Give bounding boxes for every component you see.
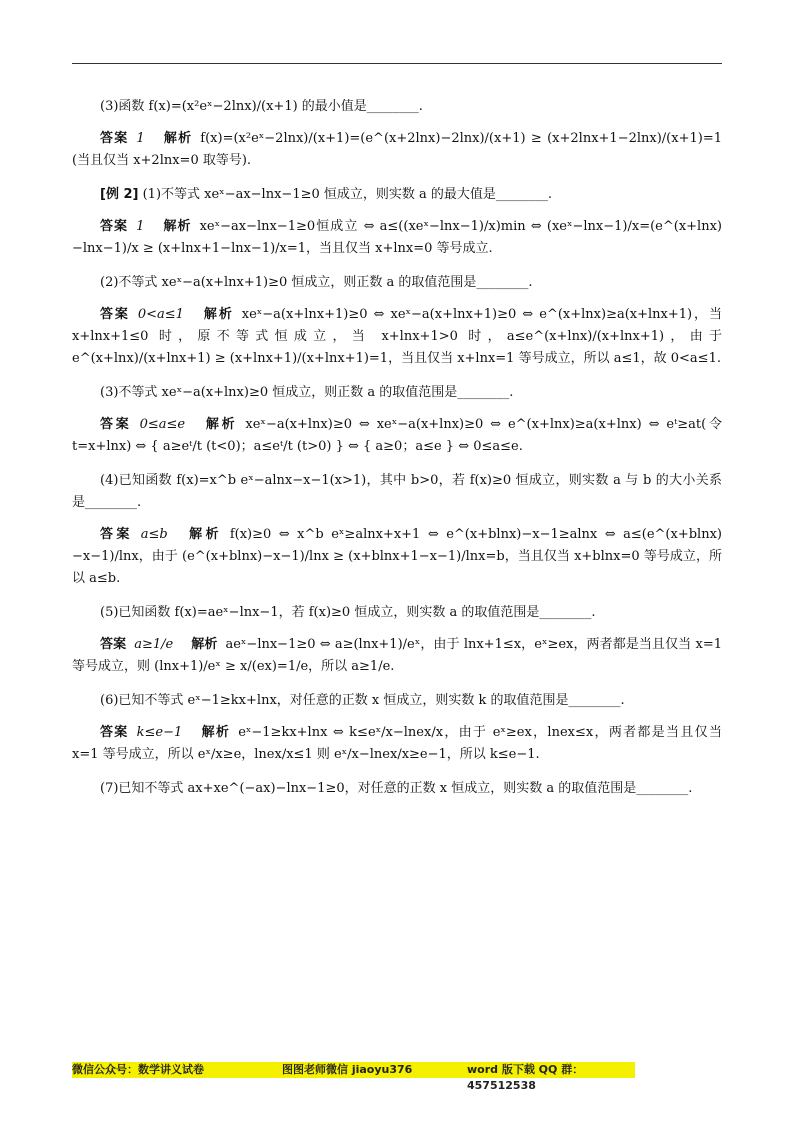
answer-paragraph — [72, 128, 722, 172]
answer-label: 答案 — [100, 307, 130, 322]
answer-paragraph — [72, 216, 722, 260]
answer-value: a≥1/e — [134, 637, 174, 652]
example-heading — [72, 184, 722, 206]
answer-label: 答案 — [100, 219, 129, 234]
question-paragraph — [72, 602, 722, 624]
answer-value: 1 — [136, 131, 145, 146]
question-paragraph — [72, 690, 722, 712]
footer-teacher-wechat: 图图老师微信 jiaoyu376 — [282, 1063, 413, 1076]
answer-paragraph — [72, 304, 722, 370]
analysis-label: 解析 — [201, 307, 234, 322]
answer-label: 答案 — [100, 637, 127, 652]
answer-paragraph — [72, 634, 722, 678]
answer-value: k≤e−1 — [136, 725, 183, 740]
question-text: (7)已知不等式 ax+xe^(−ax)−lnx−1≥0，对任意的正数 x 恒成立，则实数 a 的取值范围是________. — [100, 781, 693, 796]
analysis-text: xeˣ−ax−lnx−1≥0恒成立 ⇔ a≤((xeˣ−lnx−1)/x)min ⇔ (xeˣ−lnx−1)/x=(e^(x+lnx)−lnx−1)/x ≥ (x+lnx+1−lnx−1)/x=1，当且仅当 x+lnx=0 等号成立. — [72, 219, 722, 256]
answer-label: 答案 — [100, 131, 129, 146]
analysis-text: f(x)≥0 ⇔ x^b eˣ≥alnx+x+1 ⇔ e^(x+blnx)−x−1≥alnx ⇔ a≤(e^(x+blnx)−x−1)/lnx，由于 (e^(x+blnx)−x−1)/lnx ≥ (x+blnx+1−x−1)/lnx=b，当且仅当 x+blnx=0 等号成立，所以 a≤b. — [72, 527, 722, 586]
document-body — [72, 96, 722, 810]
analysis-text: xeˣ−a(x+lnx)≥0 ⇔ xeˣ−a(x+lnx)≥0 ⇔ e^(x+lnx)≥a(x+lnx) ⇔ eᵗ≥at(令 t=x+lnx) ⇔ { a≥eᵗ/t (t<0)；a≤eᵗ/t (t>0) } ⇔ { a≥0；a≤e } ⇔ 0≤a≤e. — [72, 417, 722, 454]
question-paragraph — [72, 470, 722, 514]
question-paragraph — [72, 96, 722, 118]
answer-value: 1 — [136, 219, 145, 234]
analysis-label: 解析 — [185, 527, 222, 542]
question-text: (1)不等式 xeˣ−ax−lnx−1≥0 恒成立，则实数 a 的最大值是________. — [142, 187, 553, 202]
analysis-label: 解析 — [191, 637, 218, 652]
answer-paragraph — [72, 414, 722, 458]
answer-value: a≤b — [140, 527, 168, 542]
answer-paragraph — [72, 524, 722, 590]
analysis-text: xeˣ−a(x+lnx+1)≥0 ⇔ xeˣ−a(x+lnx+1)≥0 ⇔ e^(x+lnx)≥a(x+lnx+1)，当 x+lnx+1≤0 时，原不等式恒成立，当 x+lnx+1>0 时，a≤e^(x+lnx)/(x+lnx+1)，由于 e^(x+lnx)/(x+lnx+1) ≥ (x+lnx+1)/(x+lnx+1)=1，当且仅当 x+lnx=1 等号成立，所以 a≤1，故 0<a≤1. — [72, 307, 722, 366]
analysis-text: f(x)=(x²eˣ−2lnx)/(x+1)=(e^(x+2lnx)−2lnx)/(x+1) ≥ (x+2lnx+1−2lnx)/(x+1)=1 (当且仅当 x+2lnx=0 取等号). — [72, 131, 722, 168]
question-text: (4)已知函数 f(x)=x^b eˣ−alnx−x−1(x>1)，其中 b>0，若 f(x)≥0 恒成立，则实数 a 与 b 的大小关系是________. — [72, 473, 722, 510]
analysis-label: 解析 — [203, 417, 238, 432]
question-paragraph — [72, 778, 722, 800]
analysis-text: eˣ−1≥kx+lnx ⇔ k≤eˣ/x−lnex/x，由于 eˣ≥ex，lnex≤x，两者都是当且仅当 x=1 等号成立，所以 eˣ/x≥e，lnex/x≤1 则 eˣ/x−lnex/x≥e−1，所以 k≤e−1. — [72, 725, 722, 762]
question-text: (3)不等式 xeˣ−a(x+lnx)≥0 恒成立，则正数 a 的取值范围是________. — [100, 385, 514, 400]
answer-value: 0<a≤1 — [137, 307, 184, 322]
question-text: (6)已知不等式 eˣ−1≥kx+lnx，对任意的正数 x 恒成立，则实数 k 的取值范围是________. — [100, 693, 625, 708]
header-rule — [72, 63, 722, 64]
footer-banner — [72, 1062, 635, 1092]
answer-label: 答案 — [100, 725, 129, 740]
footer-qq-group: word 版下载 QQ 群：457512538 — [467, 1063, 584, 1092]
question-text: (2)不等式 xeˣ−a(x+lnx+1)≥0 恒成立，则正数 a 的取值范围是________. — [100, 275, 533, 290]
answer-label: 答案 — [100, 527, 133, 542]
example-label: [例 2] — [100, 187, 139, 202]
analysis-label: 解析 — [162, 131, 193, 146]
answer-label: 答案 — [100, 417, 132, 432]
question-text: (3)函数 f(x)=(x²eˣ−2lnx)/(x+1) 的最小值是________. — [100, 99, 423, 114]
answer-value: 0≤a≤e — [139, 417, 186, 432]
answer-paragraph — [72, 722, 722, 766]
analysis-text: aeˣ−lnx−1≥0 ⇔ a≥(lnx+1)/eˣ，由于 lnx+1≤x，eˣ≥ex，两者都是当且仅当 x=1 等号成立，则 (lnx+1)/eˣ ≥ x/(ex)=1/e，所以 a≥1/e. — [72, 637, 722, 674]
footer-wechat-account: 微信公众号：数学讲义试卷 — [72, 1063, 204, 1076]
question-paragraph — [72, 382, 722, 404]
analysis-label: 解析 — [162, 219, 192, 234]
question-text: (5)已知函数 f(x)=aeˣ−lnx−1，若 f(x)≥0 恒成立，则实数 a 的取值范围是________. — [100, 605, 596, 620]
question-paragraph — [72, 272, 722, 294]
analysis-label: 解析 — [200, 725, 231, 740]
